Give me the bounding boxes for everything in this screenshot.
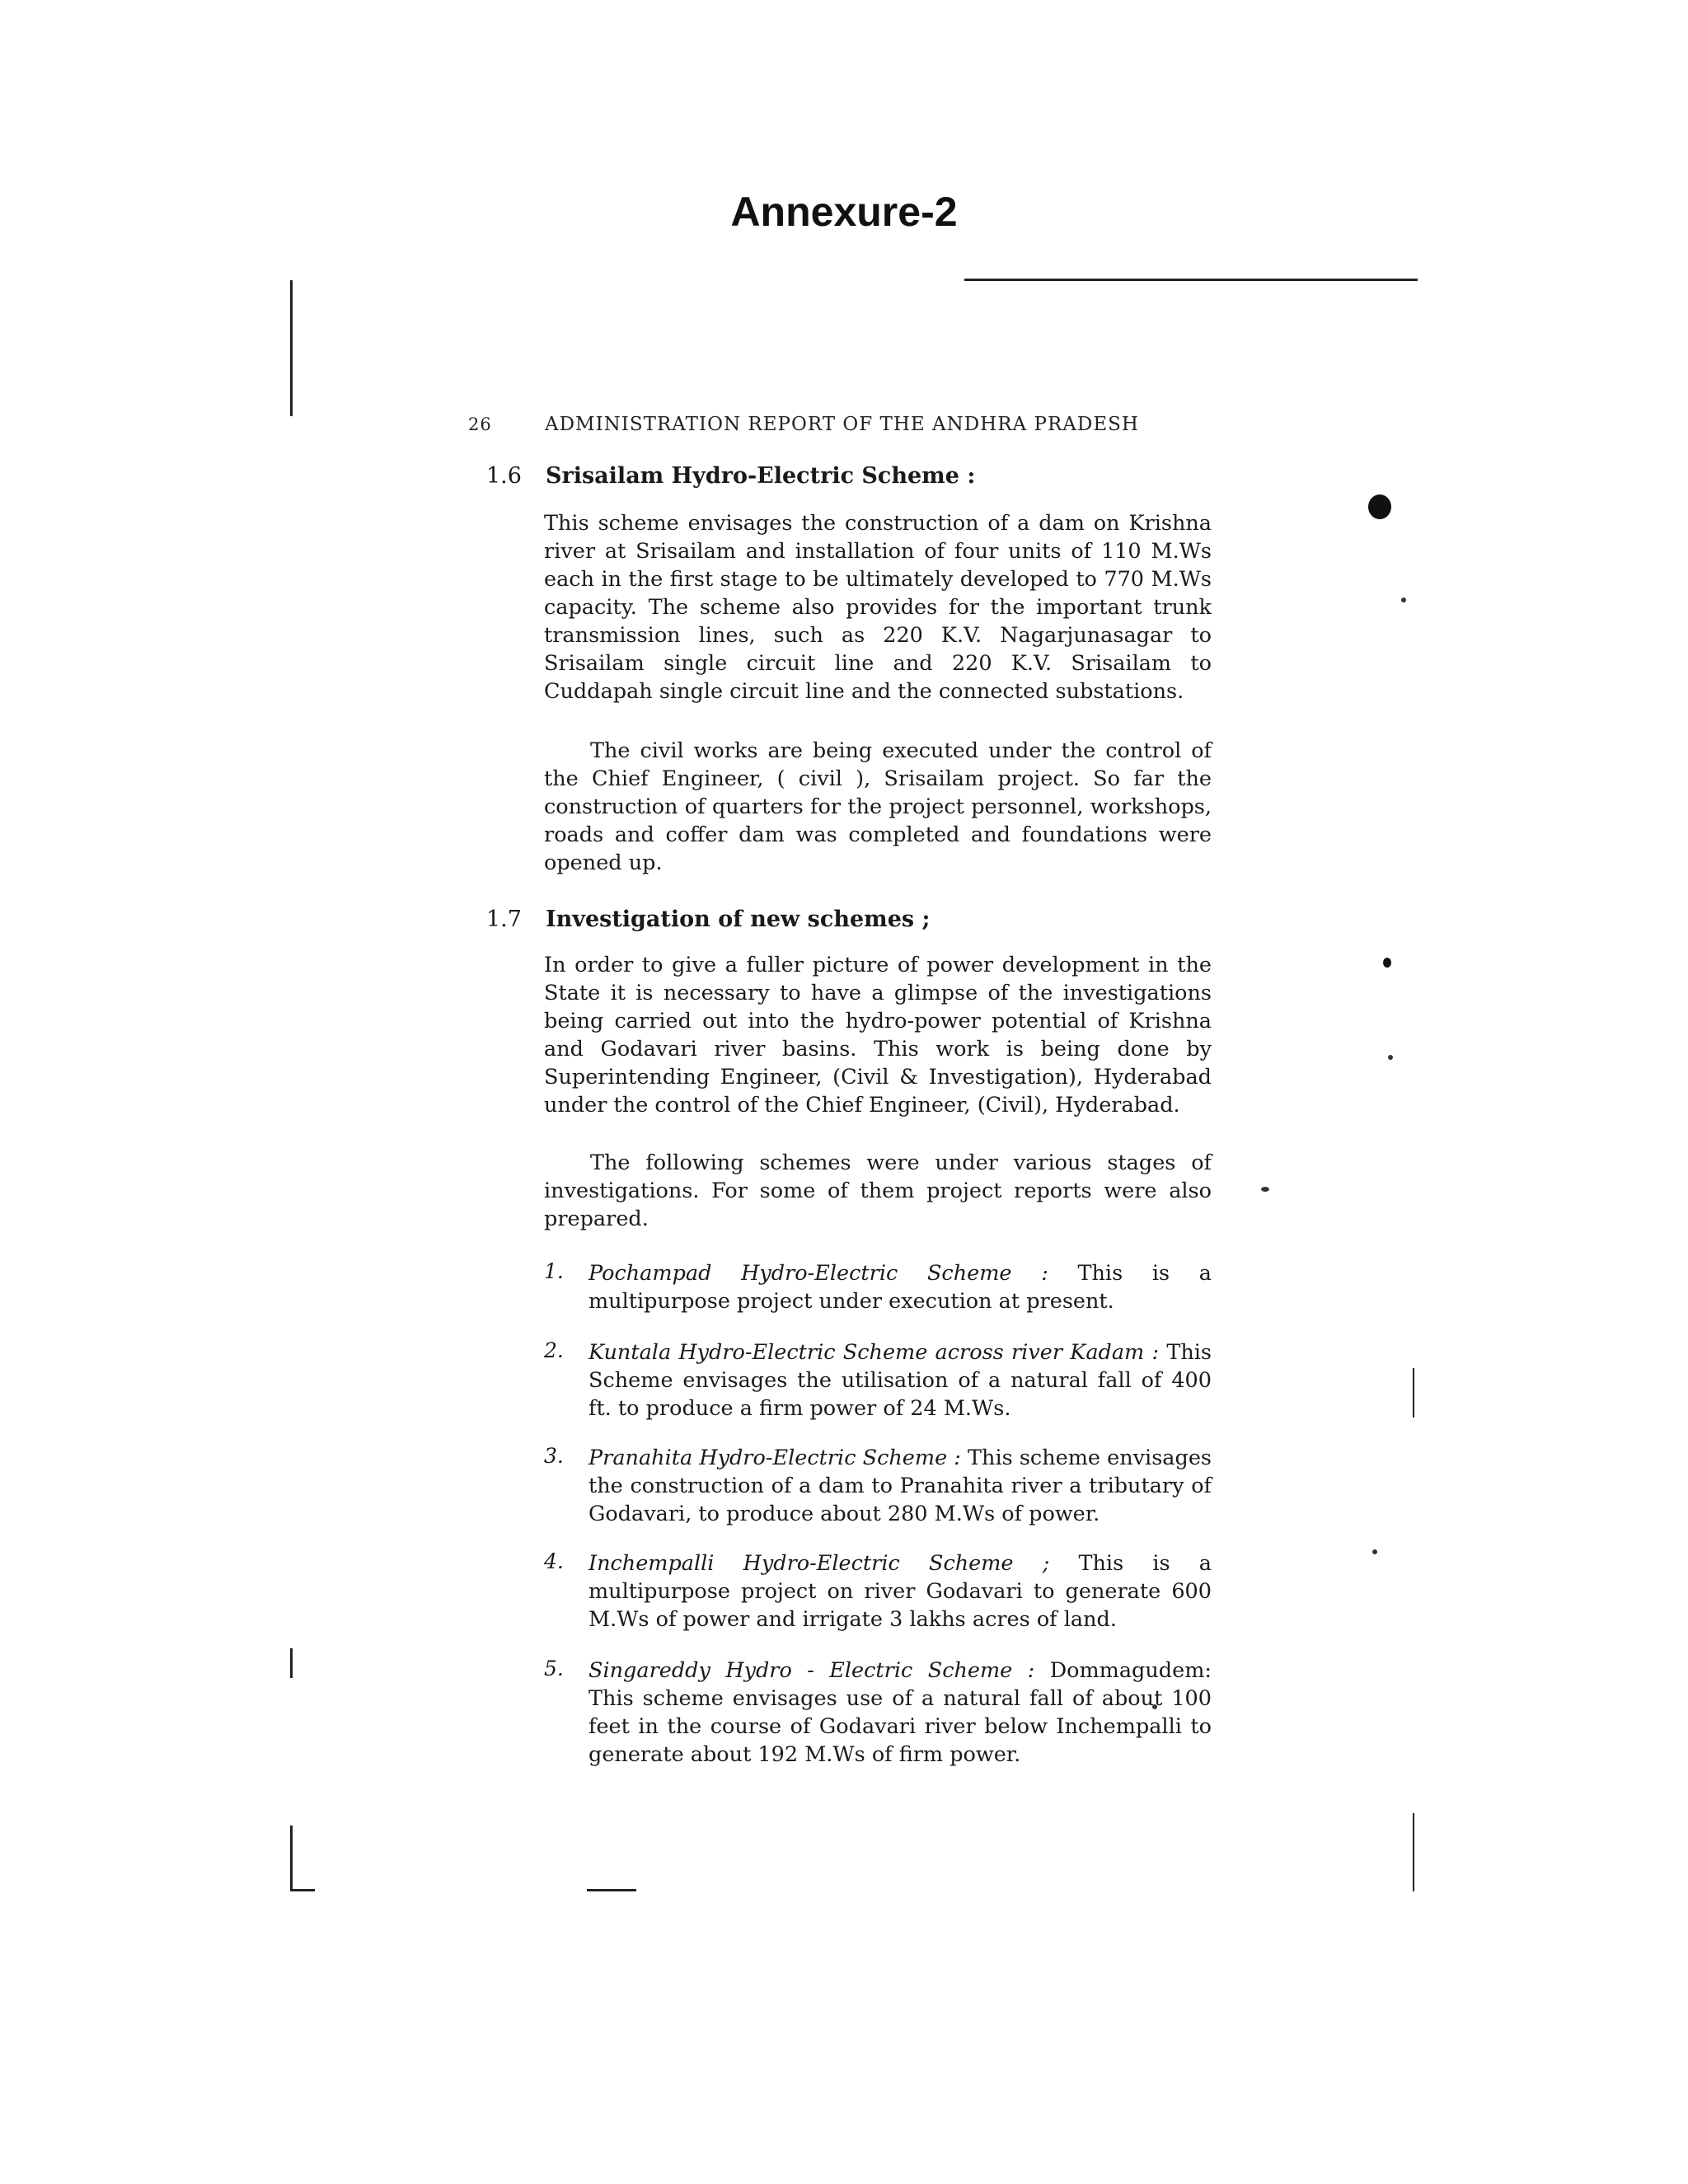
section-title: Srisailam Hydro-Electric Scheme : — [546, 463, 976, 489]
ink-blot — [1368, 494, 1391, 519]
scan-frame-bottom-rule — [587, 1889, 636, 1891]
scan-frame-left-mark — [290, 1648, 293, 1678]
list-item — [588, 1338, 1212, 1422]
section-number: 1.6 — [486, 463, 522, 489]
scan-frame-bottom-left — [290, 1889, 315, 1891]
list-item-number: 1. — [544, 1259, 564, 1283]
list-item-number: 4. — [544, 1549, 564, 1573]
scan-frame-left-top — [290, 280, 293, 416]
paragraph: The following schemes were under various stages of investigations. For some of them project reports were also prepared. — [544, 1151, 1212, 1231]
scheme-name: Kuntala Hydro-Electric Scheme across river Kadam : — [588, 1340, 1160, 1365]
scan-speck — [1372, 1549, 1377, 1554]
running-header — [468, 414, 1210, 435]
list-item — [588, 1549, 1212, 1633]
scheme-text: Dommagudem: This scheme envisages use of a natural fall of about 100 feet in the course of Godavari river below Inchempalli to generate about 192 M.Ws of firm power. — [588, 1658, 1212, 1767]
scan-frame-left-bottom — [290, 1825, 293, 1891]
running-title: ADMINISTRATION REPORT OF THE ANDHRA PRADESH — [545, 414, 1139, 435]
scheme-name: Pranahita Hydro-Electric Scheme : — [588, 1446, 961, 1470]
paragraph: This scheme envisages the construction of a dam on Krishna river at Srisailam and installation of four units of 110 M.Ws each in the first stage to be ultimately developed to 770 M.Ws capacity. The scheme also provides for the important trunk transmission lines, such as 220 K.V. Nagarjunasagar to Srisailam single circuit line and 220 K.V. Srisailam to Cuddapah single circuit line and the connected substations. — [544, 511, 1212, 704]
list-item-number: 2. — [544, 1338, 564, 1362]
paragraph: In order to give a fuller picture of power development in the State it is necessary to have a glimpse of the investigations being carried out into the hydro-power potential of Krishna and Godavari river basins. This work is being done by Superintending Engineer, (Civil & Investigation), Hyderabad under the control of the Chief Engineer, (Civil), Hyderabad. — [544, 953, 1212, 1118]
section-number: 1.7 — [486, 907, 522, 932]
scheme-name: Inchempalli Hydro-Electric Scheme ; — [588, 1551, 1050, 1576]
scheme-text: This Scheme envisages the utilisation of a natural fall of 400 ft. to produce a firm power of 24 M.Ws. — [588, 1340, 1212, 1421]
list-item — [588, 1657, 1212, 1769]
scheme-text: This is a multipurpose project on river Godavari to generate 600 M.Ws of power and irrigate 3 lakhs acres of land. — [588, 1551, 1212, 1632]
scheme-text: This scheme envisages the construction of a dam to Pranahita river a tributary of Godavari, to produce about 280 M.Ws of power. — [588, 1446, 1212, 1526]
scheme-text: This is a multipurpose project under execution at present. — [588, 1261, 1212, 1314]
list-item — [588, 1259, 1212, 1315]
list-item-number: 5. — [544, 1657, 564, 1680]
scan-speck — [1388, 1055, 1393, 1060]
list-item-number: 3. — [544, 1444, 564, 1468]
scheme-name: Pochampad Hydro-Electric Scheme : — [588, 1261, 1048, 1286]
annexure-title: Annexure-2 — [730, 189, 958, 235]
section-title: Investigation of new schemes ; — [546, 907, 931, 932]
scan-frame-right-bottom — [1413, 1813, 1414, 1891]
paragraph: The civil works are being executed under the control of the Chief Engineer, ( civil ), Srisailam project. So far the construction of quarters for the project personnel, workshops, roads and coffer dam was completed and foundations were opened up. — [544, 738, 1212, 875]
scan-frame-top-rule — [964, 279, 1418, 281]
scan-speck — [1261, 1187, 1269, 1192]
list-item — [588, 1444, 1212, 1528]
scan-speck — [1401, 598, 1406, 602]
page-number: 26 — [468, 415, 492, 434]
ink-blot-small — [1383, 958, 1391, 968]
scheme-name: Singareddy Hydro - Electric Scheme : — [588, 1658, 1035, 1683]
scan-frame-right-mark — [1413, 1368, 1414, 1418]
